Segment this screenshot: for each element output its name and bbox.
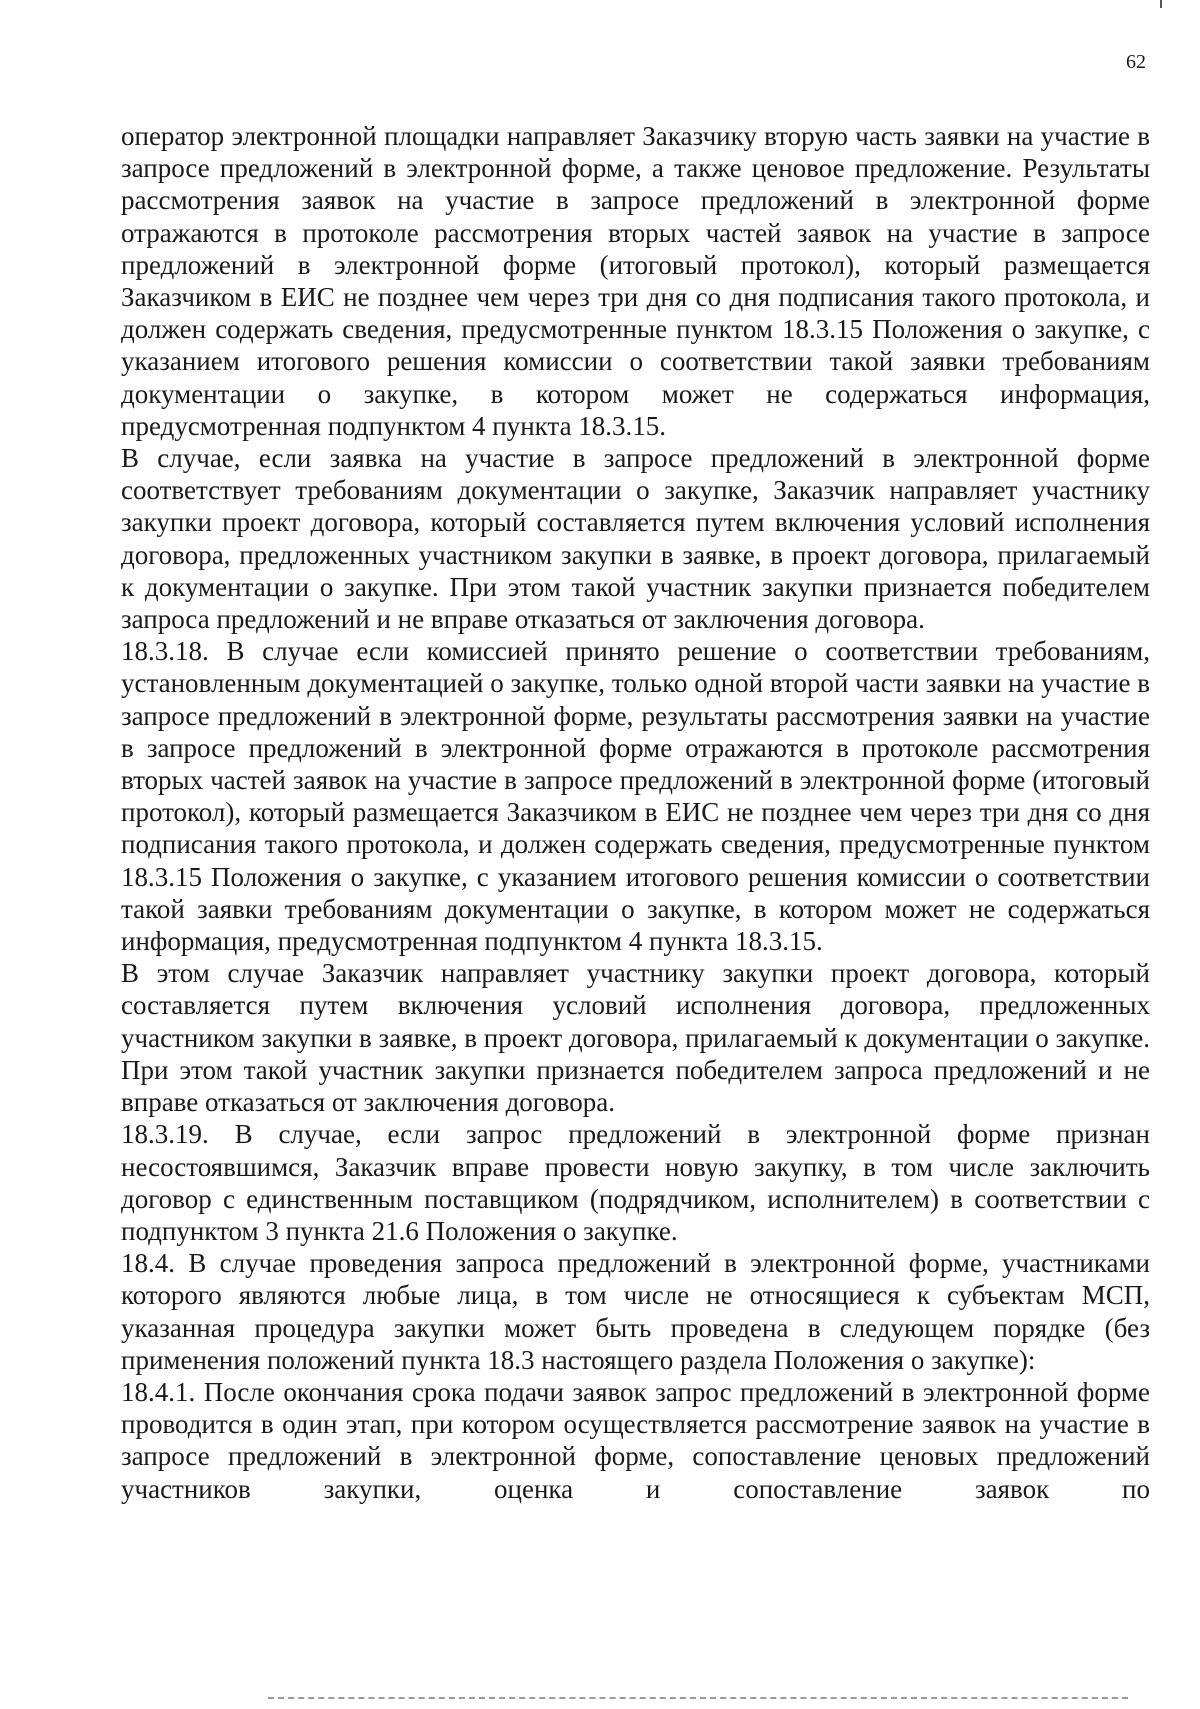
paragraph-1: оператор электронной площадки направляет Заказчику вторую часть заявки на участие в запросе предложений в электронной форме, а также ценовое предложение. Результаты рассмотрения заявок на участие в запросе предложений в электронной форме отражаются в протоколе рассмотрения вторых частей заявок на участие в запросе предложений в электронной форме (итоговый протокол), который размещается Заказчиком в ЕИС не позднее чем через три дня со дня подписания такого протокола, и должен содержать сведения, предусмотренные пунктом 18.3.15 Положения о закупке, с указанием итогового решения комиссии о соответствии такой заявки требованиям документации о закупке, в котором может не содержаться информация, предусмотренная подпунктом 4 пункта 18.3.15. (121, 121, 1150, 441)
paragraph-7: 18.4.1. После окончания срока подачи заявок запрос предложений в электронной форме проводится в один этап, при котором осуществляется рассмотрение заявок на участие в запросе предложений в электронной форме, сопоставление ценовых предложений участников закупки, оценка и сопоставление заявок по (121, 1376, 1150, 1504)
paragraph-4: В этом случае Заказчик направляет участнику закупки проект договора, который составляется путем включения условий исполнения договора, предложенных участником закупки в заявке, в проект договора, прилагаемый к документации о закупке. При этом такой участник закупки признается победителем запроса предложений и не вправе отказаться от заключения договора. (121, 958, 1150, 1118)
scan-edge-mark (1160, 0, 1162, 8)
bottom-scan-rule (268, 1697, 1128, 1699)
paragraph-6: 18.4. В случае проведения запроса предложений в электронной форме, участниками которого являются любые лица, в том числе не относящиеся к субъектам МСП, указанная процедура закупки может быть проведена в следующем порядке (без применения положений пункта 18.3 настоящего раздела Положения о закупке): (121, 1248, 1150, 1375)
paragraph-3: 18.3.18. В случае если комиссией принято решение о соответствии требованиям, установленным документацией о закупке, только одной второй части заявки на участие в запросе предложений в электронной форме, результаты рассмотрения заявки на участие в запросе предложений в электронной форме отражаются в протоколе рассмотрения вторых частей заявок на участие в запросе предложений в электронной форме (итоговый протокол), который размещается Заказчиком в ЕИС не позднее чем через три дня со дня подписания такого протокола, и должен содержать сведения, предусмотренные пунктом 18.3.15 Положения о закупке, с указанием итогового решения комиссии о соответствии такой заявки требованиям документации о закупке, в котором может не содержаться информация, предусмотренная подпунктом 4 пункта 18.3.15. (121, 636, 1150, 957)
page-number: 62 (1126, 51, 1146, 73)
paragraph-2: В случае, если заявка на участие в запросе предложений в электронной форме соответствует требованиям документации о закупке, Заказчик направляет участнику закупки проект договора, который составляется путем включения условий исполнения договора, предложенных участником закупки в заявке, в проект договора, прилагаемый к документации о закупке. При этом такой участник закупки признается победителем запроса предложений и не вправе отказаться от заключения договора. (121, 443, 1150, 635)
paragraph-5: 18.3.19. В случае, если запрос предложений в электронной форме признан несостоявшимся, Заказчик вправе провести новую закупку, в том числе заключить договор с единственным поставщиком (подрядчиком, исполнителем) в соответствии с подпунктом 3 пункта 21.6 Положения о закупке. (121, 1119, 1150, 1246)
body-text (121, 120, 1150, 1505)
